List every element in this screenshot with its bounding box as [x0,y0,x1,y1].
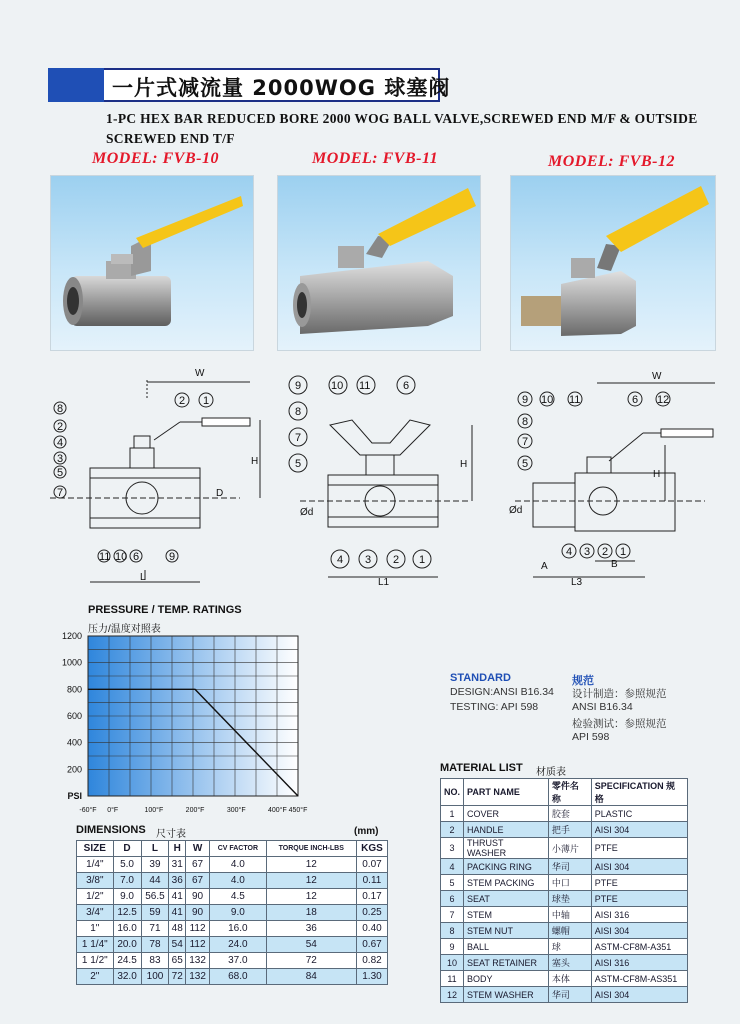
dim-cell: 0.40 [356,921,387,937]
table-row [441,971,688,987]
chart-y-tick-label: 1000 [61,657,82,668]
mat-cell: 本体 [548,971,591,987]
svg-text:2: 2 [393,554,400,566]
mat-header-1: PART NAME [464,779,549,806]
mat-cell: 12 [441,987,464,1003]
standard-design: DESIGN:ANSI B16.34 [450,686,554,698]
chart-x-tick-label: 0°F [107,807,119,814]
table-row [441,955,688,971]
mat-cell: AISI 316 [591,907,687,923]
mat-cell: 2 [441,822,464,838]
dim-w-label: W [195,368,205,379]
chart-y-tick-label: 600 [66,711,82,721]
mat-cell: THRUST WASHER [464,838,549,859]
mat-cell: PTFE [591,838,687,859]
mat-cell: PTFE [591,891,687,907]
mat-cell: 球垫 [548,891,591,907]
svg-text:5: 5 [295,458,302,470]
svg-text:8: 8 [522,416,529,428]
dim-cell: 132 [186,969,210,985]
chart-y-tick-label: 800 [66,684,82,695]
table-row [77,873,388,889]
drawing-fvb-11 [280,365,490,595]
table-row [441,891,688,907]
mat-cell: AISI 304 [591,923,687,939]
dim-cell: 112 [186,921,210,937]
page-title: 一片式减流量 2000WOG 球塞阀 [112,76,451,100]
dim-cell: 90 [186,889,210,905]
dim-header-3: H [169,841,186,857]
dim-cell: 54 [169,937,186,953]
mat-cell: 8 [441,923,464,939]
dim-cell: 67 [186,857,210,873]
dim-a-label: A [541,561,548,572]
chart-x-tick-label: 100°F [144,807,164,814]
svg-text:10: 10 [541,394,554,406]
mat-cell: PLASTIC [591,806,687,822]
table-row [441,907,688,923]
table-row [441,875,688,891]
svg-text:2: 2 [602,546,609,558]
svg-text:12: 12 [657,394,670,406]
dim-cell: 12.5 [113,905,141,921]
svg-text:4: 4 [566,546,573,558]
svg-text:6: 6 [133,551,140,563]
material-list-table [440,778,688,1003]
materials-title: MATERIAL LIST [440,762,523,774]
subtitle-line-2: SCREWED END T/F [106,131,235,146]
mat-cell: 1 [441,806,464,822]
chart-y-tick-label: 200 [66,764,82,775]
dim-cell: 5.0 [113,857,141,873]
dim-cell: 9.0 [210,905,266,921]
svg-text:11: 11 [569,394,581,406]
dim-cell: 36 [169,873,186,889]
dim-cell: 4.5 [210,889,266,905]
photo-fvb-10 [50,175,254,351]
dim-cell: 68.0 [210,969,266,985]
dim-cell: 78 [141,937,169,953]
chart-y-tick-label: 1200 [61,631,82,641]
chart-x-tick-label: 200°F [185,807,205,814]
standard-design-cn: 设计制造：参照规范 [572,688,667,700]
dim-cell: 24.5 [113,953,141,969]
svg-text:7: 7 [295,432,302,444]
dim-cell: 0.17 [356,889,387,905]
table-row [77,921,388,937]
dim-cell: 12 [266,889,356,905]
mat-cell: 3 [441,838,464,859]
mat-cell: 9 [441,939,464,955]
chart-x-tick-label: -60°F [79,807,97,814]
dimensions-unit: (mm) [354,826,379,837]
dim-header-7: KGS [356,841,387,857]
model-label-fvb-10: MODEL: FVB-10 [92,150,219,167]
svg-text:7: 7 [522,436,529,448]
dim-d-label: D [216,488,224,499]
svg-text:6: 6 [632,394,639,406]
svg-text:3: 3 [57,453,64,465]
table-row [441,923,688,939]
dim-cell: 16.0 [210,921,266,937]
svg-text:11: 11 [99,551,111,563]
table-row [441,939,688,955]
mat-cell: BALL [464,939,549,955]
chart-y-axis-label: PSI [67,791,82,801]
mat-cell: PACKING RING [464,859,549,875]
svg-text:7: 7 [57,487,64,499]
svg-text:4: 4 [337,554,344,566]
dim-cell: 31 [169,857,186,873]
mat-header-3: SPECIFICATION 规格 [591,779,687,806]
mat-cell: 中口 [548,875,591,891]
dim-cell: 7.0 [113,873,141,889]
dim-cell: 3/4" [77,905,114,921]
dim-cell: 83 [141,953,169,969]
dim-header-6: TORQUE INCH-LBS [266,841,356,857]
dim-cell: 54 [266,937,356,953]
mat-cell: 华司 [548,859,591,875]
dim-h-label: H [251,456,259,467]
dim-cell: 41 [169,889,186,905]
svg-text:1: 1 [203,395,210,407]
mat-cell: STEM [464,907,549,923]
svg-text:5: 5 [522,458,529,470]
table-row [441,806,688,822]
dim-cell: 59 [141,905,169,921]
pressure-subtitle: 压力/温度对照表 [88,624,161,635]
dim-cell: 56.5 [141,889,169,905]
dim-cell: 37.0 [210,953,266,969]
mat-cell: COVER [464,806,549,822]
dim-cell: 18 [266,905,356,921]
dim-cell: 72 [169,969,186,985]
mat-cell: AISI 304 [591,859,687,875]
dim-cell: 3/8" [77,873,114,889]
dim-cell: 44 [141,873,169,889]
dim-cell: 32.0 [113,969,141,985]
standard-testing: TESTING: API 598 [450,701,539,713]
dim-cell: 9.0 [113,889,141,905]
mat-cell: BODY [464,971,549,987]
dim-h-label-2: H [460,459,468,470]
dim-cell: 36 [266,921,356,937]
mat-cell: 球 [548,939,591,955]
table-row [441,859,688,875]
dim-cell: 4.0 [210,873,266,889]
table-row [77,905,388,921]
standard-title-cn: 规范 [572,675,594,687]
dim-cell: 65 [169,953,186,969]
mat-cell: AISI 316 [591,955,687,971]
mat-cell: AISI 304 [591,987,687,1003]
dim-cell: 67 [186,873,210,889]
dim-header-4: W [186,841,210,857]
svg-text:10: 10 [331,380,344,392]
dim-header-0: SIZE [77,841,114,857]
mat-cell: STEM PACKING [464,875,549,891]
materials-subtitle: 材质表 [536,767,566,778]
mat-cell: ASTM-CF8M-A351 [591,939,687,955]
title-accent-block [48,68,104,102]
svg-text:6: 6 [403,380,410,392]
dim-cell: 90 [186,905,210,921]
mat-cell: HANDLE [464,822,549,838]
mat-cell: 把手 [548,822,591,838]
dim-cell: 1/4" [77,857,114,873]
svg-text:9: 9 [522,394,529,406]
dimensions-table [76,840,388,985]
standard-title: STANDARD [450,672,511,684]
dim-cell: 48 [169,921,186,937]
dim-cell: 16.0 [113,921,141,937]
dim-l-label: L [140,572,146,583]
valve-photo-illustration-2 [278,176,482,352]
dim-cell: 71 [141,921,169,937]
mat-cell: 10 [441,955,464,971]
table-row [77,937,388,953]
chart-y-tick-label: 400 [66,737,82,748]
svg-text:8: 8 [295,406,302,418]
mat-cell: ASTM-CF8M-AS351 [591,971,687,987]
dim-cell: 24.0 [210,937,266,953]
dim-b-label: B [611,559,618,570]
dim-cell: 1" [77,921,114,937]
valve-photo-illustration-1 [51,176,255,352]
drawing-fvb-10 [40,360,270,590]
svg-text:3: 3 [365,554,372,566]
standard-testing-cn: 检验测试：参照规范 [572,718,667,730]
dim-w-label-3: W [652,371,662,382]
svg-text:5: 5 [57,467,64,479]
chart-x-tick-label: 300°F [226,807,246,814]
dim-header-1: D [113,841,141,857]
dim-cell: 84 [266,969,356,985]
dim-cell: 132 [186,953,210,969]
dim-cell: 39 [141,857,169,873]
mat-cell: 中轴 [548,907,591,923]
dim-cell: 72 [266,953,356,969]
dim-cell: 4.0 [210,857,266,873]
mat-cell: STEM WASHER [464,987,549,1003]
pressure-temperature-chart [52,630,322,820]
svg-text:3: 3 [584,546,591,558]
photo-fvb-12 [510,175,716,351]
table-row [441,987,688,1003]
chart-x-tick-label: 450°F [288,807,308,814]
svg-text:10: 10 [115,551,128,563]
svg-text:11: 11 [359,380,371,392]
dim-header-5: CV FACTOR [210,841,266,857]
mat-cell: STEM NUT [464,923,549,939]
model-label-fvb-11: MODEL: FVB-11 [312,150,439,167]
table-row [77,857,388,873]
standard-design-cn-value: ANSI B16.34 [572,701,633,713]
dim-cell: 112 [186,937,210,953]
svg-text:9: 9 [169,551,176,563]
dim-cell: 41 [169,905,186,921]
photo-fvb-11 [277,175,481,351]
mat-cell: 塞头 [548,955,591,971]
svg-text:1: 1 [419,554,426,566]
dim-cell: 0.11 [356,873,387,889]
subtitle-line-1: 1-PC HEX BAR REDUCED BORE 2000 WOG BALL VALVE,SCREWED END M/F & OUTSIDE [106,111,698,126]
mat-cell: PTFE [591,875,687,891]
svg-text:2: 2 [179,395,186,407]
dim-cell: 12 [266,873,356,889]
dimensions-subtitle: 尺寸表 [156,829,186,840]
dim-cell: 20.0 [113,937,141,953]
dimensions-title: DIMENSIONS [76,824,146,836]
dim-l1-label: L1 [378,577,390,588]
mat-cell: 胶套 [548,806,591,822]
svg-text:9: 9 [295,380,302,392]
mat-cell: SEAT RETAINER [464,955,549,971]
svg-text:2: 2 [57,421,64,433]
mat-cell: 6 [441,891,464,907]
dim-cell: 1 1/2" [77,953,114,969]
dim-l3-label: L3 [571,577,583,588]
table-row [77,969,388,985]
dim-header-2: L [141,841,169,857]
dim-phi-d-label-3: Ød [509,505,523,516]
svg-text:8: 8 [57,403,64,415]
mat-cell: 4 [441,859,464,875]
chart-x-tick-label: 400°F [268,807,287,814]
standard-testing-cn-value: API 598 [572,731,610,743]
table-row [441,838,688,859]
mat-cell: 小薄片 [548,838,591,859]
mat-cell: SEAT [464,891,549,907]
table-row [77,889,388,905]
mat-header-2: 零件名称 [548,779,591,806]
mat-header-0: NO. [441,779,464,806]
svg-text:1: 1 [620,546,627,558]
mat-cell: 华司 [548,987,591,1003]
dim-cell: 0.82 [356,953,387,969]
dim-cell: 1.30 [356,969,387,985]
dim-phi-d-label: Ød [300,507,314,518]
table-row [77,953,388,969]
mat-cell: 7 [441,907,464,923]
dim-cell: 0.67 [356,937,387,953]
mat-cell: 5 [441,875,464,891]
svg-text:4: 4 [57,437,64,449]
drawing-fvb-12 [505,365,725,595]
model-label-fvb-12: MODEL: FVB-12 [548,153,675,170]
valve-photo-illustration-3 [511,176,717,352]
dim-cell: 2" [77,969,114,985]
dim-cell: 1/2" [77,889,114,905]
pressure-title: PRESSURE / TEMP. RATINGS [88,604,242,616]
mat-cell: 11 [441,971,464,987]
dim-cell: 100 [141,969,169,985]
dim-cell: 12 [266,857,356,873]
dim-cell: 0.07 [356,857,387,873]
dim-h-label-3: H [653,469,661,480]
mat-cell: 螺帽 [548,923,591,939]
dim-cell: 1 1/4" [77,937,114,953]
table-row [441,822,688,838]
mat-cell: AISI 304 [591,822,687,838]
dim-cell: 0.25 [356,905,387,921]
